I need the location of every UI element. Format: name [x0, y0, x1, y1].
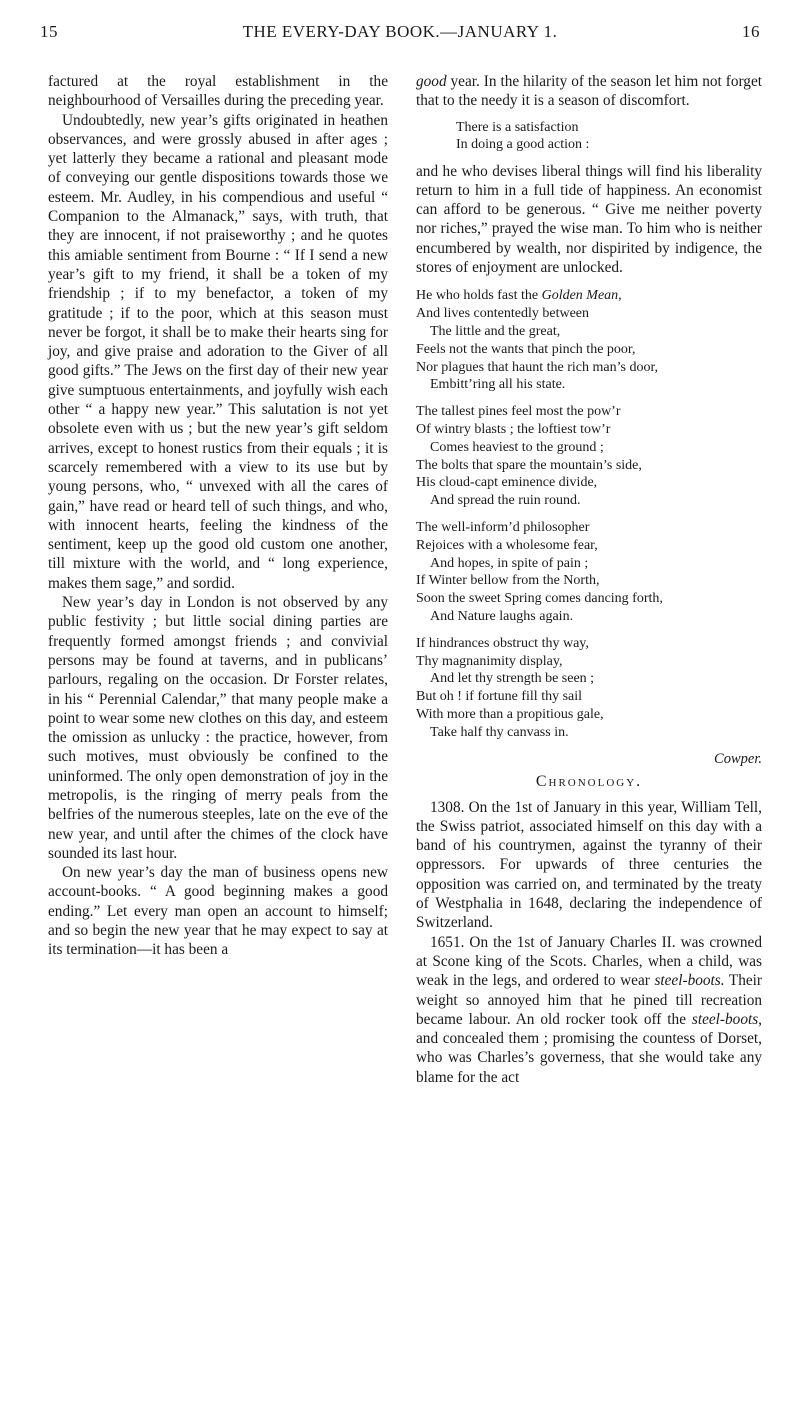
paragraph-liberal: and he who devises liberal things will find his liberality return to him in a full tide of happiness. An economist can afford to be generous. “ Give me neither poverty nor riches,” prayed the wise man. To him who is neither encumbered by wealth, nor dispirited by indigence, the stores of enjoyment are unlocked. [416, 162, 762, 277]
poem-line: If hindrances obstruct thy way, [416, 635, 589, 651]
poem-line: His cloud-capt eminence divide, [416, 475, 598, 491]
poem-stanza [416, 635, 762, 742]
paragraph-london: New year’s day in London is not observed by any public festivity ; but little social dining parties are frequently formed amongst friends ; and convivial persons may be found at taverns, and in publicans’ parlours, regaling on the occasion. Dr Forster relates, in his “ Perennial Calendar,” that many people make a point to wear some new clothes on this day, and esteem the omission as unlucky : the practice, however, from such motives, must obviously be confined to the uninformed. The only open demonstration of joy in the metropolis, is the ringing of merry peals from the belfries of the numerous steeples, late on the eve of the new year, and until after the chimes of the clock have sounded its last hour. [48, 594, 388, 862]
inset-quote [456, 119, 762, 154]
paragraph-new-years-gifts: Undoubtedly, new year’s gifts originated in heathen observances, and were grossly abused in after ages ; yet latterly they became a rational and pleasant mode of conveying our gentle dispositions towards those we esteem. Mr. Audley, in his compendious and useful “ Companion to the Almanack,” says, with truth, that they are innocent, if not praiseworthy ; and he quotes this amiable sentiment from Bourne : “ If I send a new year’s gift to my friend, it shall be a token of my friendship ; if to my benefactor, a token of my gratitude ; if to the poor, which at this season must never be forgot, it shall be to make their hearts sing for joy, and give praise and adoration to the Giver of all good gifts.” The Jews on the first day of their new year give sumptuous entertainments, and joyfully wish each other “ a happy new year.” This salutation is not yet obsolete even with us ; but the new year’s gift seldom arrives, except to honest rustics from their equals ; it is scarcely remembered with a view to its use but by young persons, who, “ unvexed with all the cares of gain,” have read or heard tell of such things, and who, with innocent hearts, feeling the kindness of the sentiment, keep up the good old custom one another, till mixture with the world, and “ long experience, makes them sage,” and sordid. [48, 111, 388, 592]
quote-line: In doing a good action : [456, 137, 590, 153]
page-number-right: 16 [742, 22, 760, 41]
poem-line: And hopes, in spite of pain ; [430, 555, 589, 571]
poem-line: Rejoices with a wholesome fear, [416, 537, 598, 553]
poem-line: The well-inform’d philosopher [416, 519, 590, 535]
poem-line [416, 287, 762, 305]
poem-line: And spread the ruin round. [430, 493, 581, 509]
poem [416, 287, 762, 768]
page-number-left: 15 [40, 22, 58, 41]
poem-line: Nor plagues that haunt the rich man’s door, [416, 359, 659, 375]
chronology-heading: Chronology. [535, 773, 643, 791]
chronology-entry-1651 [416, 933, 762, 1087]
poem-line: The bolts that spare the mountain’s side, [416, 457, 642, 473]
poem-line: The tallest pines feel most the pow’r [416, 404, 621, 420]
poem-line: Soon the sweet Spring comes dancing forth, [416, 591, 663, 607]
poem-line: And Nature laughs again. [430, 608, 574, 624]
poem-line: With more than a propitious gale, [416, 706, 604, 722]
poem-stanza [416, 287, 762, 394]
poem-line: Thy magnanimity display, [416, 653, 563, 669]
poem-line: Of wintry blasts ; the loftiest tow’r [416, 421, 611, 437]
poem-line: But oh ! if fortune fill thy sail [416, 689, 583, 705]
chronology-entry-1308: 1308. On the 1st of January in this year, William Tell, the Swiss patriot, associated himself on this day with a band of his countrymen, against the tyranny of their oppressors. For upwards of three centuries the opposition was carried on, and terminated by the treaty of Westphalia in 1648, declaring the independence of Switzerland. [416, 798, 762, 932]
chronology-text: Their weight so annoyed him that he pined till recreation became labour. An old rocker took off the [416, 972, 762, 1028]
running-title: THE EVERY-DAY BOOK.—JANUARY 1. [242, 22, 558, 41]
running-header [40, 22, 760, 48]
poem-line: The little and the great, [430, 323, 561, 339]
paragraph-good-year [416, 72, 762, 111]
left-column [48, 72, 388, 960]
emphasis-steel-boots: steel-boots. [654, 972, 725, 990]
poem-line: Take half thy canvass in. [430, 724, 569, 740]
emphasis-steel-boots: steel-boots, [691, 1010, 762, 1028]
poem-line-text: He who holds fast the [416, 288, 542, 304]
paragraph-continued: factured at the royal establishment in the neighbourhood of Versailles during the preceding year. [48, 73, 388, 110]
poem-attribution: Cowper. [714, 750, 762, 767]
poem-line: And lives contentedly between [416, 306, 590, 322]
poem-line: Embitt’ring all his state. [430, 377, 566, 393]
poem-line: Comes heaviest to the ground ; [430, 439, 604, 455]
chronology-text: 1651. On the 1st of January Charles II. was crowned at Scone king of the Scots. Charles, when a child, was weak in the legs, and ordered to wear [416, 933, 762, 990]
quote-line: There is a satisfaction [456, 119, 579, 135]
poem-stanza [416, 519, 762, 626]
poem-line: If Winter bellow from the North, [416, 573, 600, 589]
poem-line: Feels not the wants that pinch the poor, [416, 341, 636, 357]
paragraph-good-year-text: year. In the hilarity of the season let him not forget that to the needy it is a season of discomfort. [416, 73, 762, 110]
poem-stanza [416, 403, 762, 510]
emphasis-good: good [416, 73, 447, 90]
paragraph-business: On new year’s day the man of business opens new account-books. “ A good beginning makes a good ending.” Let every man open an account to himself; and so begin the new year that he may expect to say at its termination—it has been a [48, 864, 388, 959]
chronology-text: and concealed them ; promising the countess of Dorset, who was Charles’s governess, that she would take any blame for the act [416, 1030, 762, 1086]
right-column [416, 72, 762, 1087]
emphasis-golden-mean: Golden Mean, [541, 288, 622, 304]
poem-line: And let thy strength be seen ; [430, 671, 595, 687]
